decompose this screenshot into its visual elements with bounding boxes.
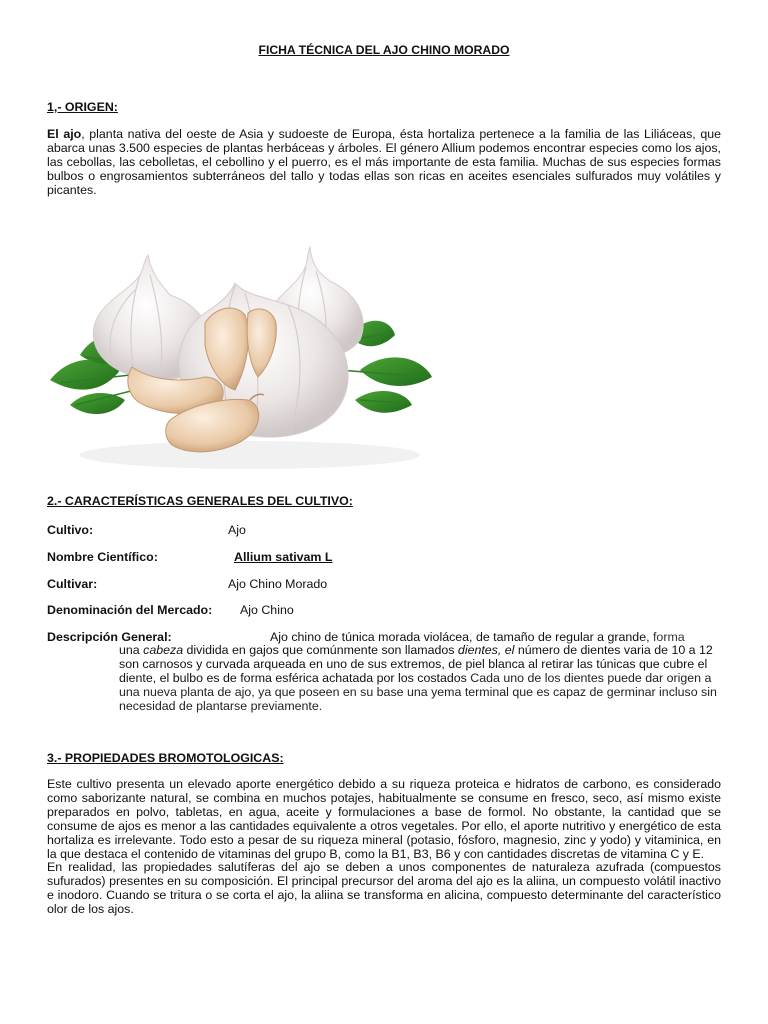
cultivo-value: Ajo: [228, 523, 246, 537]
descripcion-line1-a: Ajo chino de túnica morada violácea, de tamaño de regular a grande,: [270, 630, 650, 644]
descripcion-seg5: número de dientes varia de 10 a 12 son carnosos y curvada arqueada en uno de sus extremos, de piel blanca al retirar las túnicas que cubre el diente, el bulbo es de forma esférica achatada por los costados: [119, 643, 713, 685]
document-title: FICHA TÉCNICA DEL AJO CHINO MORADO: [258, 43, 510, 57]
nombre-cientifico-value: Allium sativam L: [234, 550, 333, 564]
cultivo-label: Cultivo:: [47, 523, 94, 537]
origen-text: , planta nativa del oeste de Asia y sudoeste de Europa, ésta hortaliza pertenece a la familia de las Liliáceas, que abarca unas 3.500 especies de plantas herbáceas y árboles. El género Allium podemos encontrar especies como los ajos, las cebollas, las cebolletas, el cebollino y el puerro, es el más importante de esta familia. Muchas de sus especies formas bulbos o engrosamientos subterráneos del tallo y todas ellas son ricas en aceites esenciales sulfurados muy volátiles y picantes.: [47, 127, 721, 197]
section-heading-caracteristicas: 2.- CARACTERÍSTICAS GENERALES DEL CULTIVO:: [47, 494, 353, 508]
cultivar-label: Cultivar:: [47, 577, 98, 591]
cultivar-value: Ajo Chino Morado: [228, 577, 328, 591]
propiedades-paragraph: [47, 778, 721, 917]
shadow: [80, 441, 420, 469]
descripcion-label: Descripción General:: [47, 630, 172, 644]
nombre-cientifico-label: Nombre Científico:: [47, 550, 158, 564]
descripcion-seg4: dientes, el: [457, 643, 515, 657]
descripcion-line1: [270, 630, 685, 644]
descripcion-line1-b: forma: [649, 630, 685, 644]
descripcion-seg1: una: [119, 643, 144, 657]
descripcion-body: [119, 644, 721, 714]
mercado-label: Denominación del Mercado:: [47, 603, 213, 617]
descripcion-seg3: dividida en gajos que comúnmente son llamados: [183, 643, 458, 657]
descripcion-seg6: Cada uno de los dientes puede dar origen a una nueva planta de ajo, ya que poseen en su base una yema terminal que es capaz de germinar incluso sin necesidad de plantarse previamente.: [119, 670, 717, 713]
descripcion-seg2: cabeza: [143, 643, 184, 657]
garlic-image: [40, 205, 440, 475]
propiedades-para1: Este cultivo presenta un elevado aporte energético debido a su riqueza proteica e hidratos de carbono, es considerado como saborizante natural, se combina en muchos potajes, habitualmente se consume en fresco, seco, así mismo existe preparados en polvo, tabletas, en agua, aceite y formulaciones a base de formol. No obstante, la cantidad que se consume de ajos es menor a las cantidades equivalente a otros vegetales. Por ello, el aporte nutritivo y energético de esta hortaliza es irrelevante. Todo esto a pesar de su riqueza mineral (potasio, fósforo, magnesio, zinc y yodo) y vitaminica, en la que destaca el contenido de vitaminas del grupo B, como la B1, B3, B6 y con cantidades discretas de vitamina C y E.: [47, 777, 721, 861]
section-heading-origen: 1,- ORIGEN:: [47, 100, 118, 114]
mercado-value: Ajo Chino: [240, 603, 294, 617]
origen-lead: El ajo: [47, 127, 82, 141]
propiedades-para2: En realidad, las propiedades salutíferas del ajo se deben a unos componentes de naturaleza azufrada (compuestos sufurados) presentes en su composición. El principal precursor del aroma del ajo es la aliina, un compuesto volátil inactivo e inodoro. Cuando se tritura o se corta el ajo, la aliina se transforma en alicina, compuesto determinante del característico olor de los ajos.: [47, 860, 721, 917]
origen-paragraph: [47, 128, 721, 198]
section-heading-propiedades: 3.- PROPIEDADES BROMOTOLOGICAS:: [47, 751, 284, 765]
